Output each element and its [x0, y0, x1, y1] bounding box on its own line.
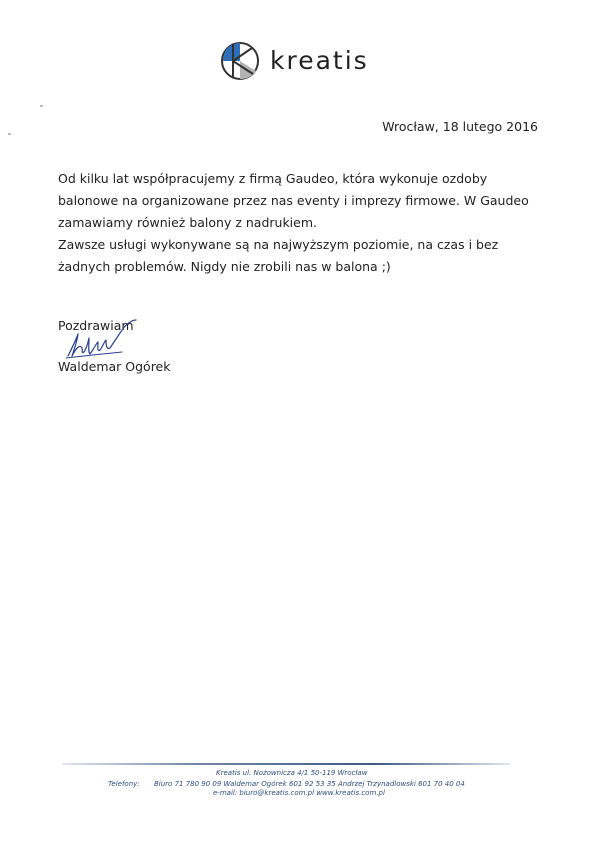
company-logo — [220, 40, 369, 82]
signer-name: Waldemar Ogórek — [58, 359, 171, 374]
footer-contact: e-mail: biuro@kreatis.com.pl www.kreatis.com.pl — [213, 789, 385, 797]
scan-speck — [40, 105, 43, 107]
footer-phones-label: Telefony: — [108, 780, 140, 788]
letter-body — [58, 168, 538, 278]
paragraph: Zawsze usługi wykonywane są na najwyższym poziomie, na czas i bez żadnych problemów. Nigdy nie zrobili nas w balona ;) — [58, 237, 499, 274]
logo-wordmark: kreatis — [270, 46, 369, 75]
kreatis-logo-icon — [220, 41, 260, 81]
footer-phones: Biuro 71 780 90 09 Waldemar Ogórek 601 92 53 35 Andrzej Trzynadlowski 601 70 40 04 — [154, 780, 465, 788]
footer-divider — [62, 763, 510, 765]
paragraph: Od kilku lat współpracujemy z firmą Gaudeo, która wykonuje ozdoby balonowe na organizowane przez nas eventy i imprezy firmowe. W Gaudeo zamawiamy również balony z nadrukiem. — [58, 171, 529, 230]
letter-date: Wrocław, 18 lutego 2016 — [382, 119, 538, 134]
closing-greeting: Pozdrawiam — [58, 318, 134, 333]
footer-address: Kreatis ul. Nożownicza 4/1 50-119 Wrocław — [216, 769, 368, 777]
handwritten-signature — [62, 318, 148, 364]
scan-speck — [8, 133, 11, 135]
